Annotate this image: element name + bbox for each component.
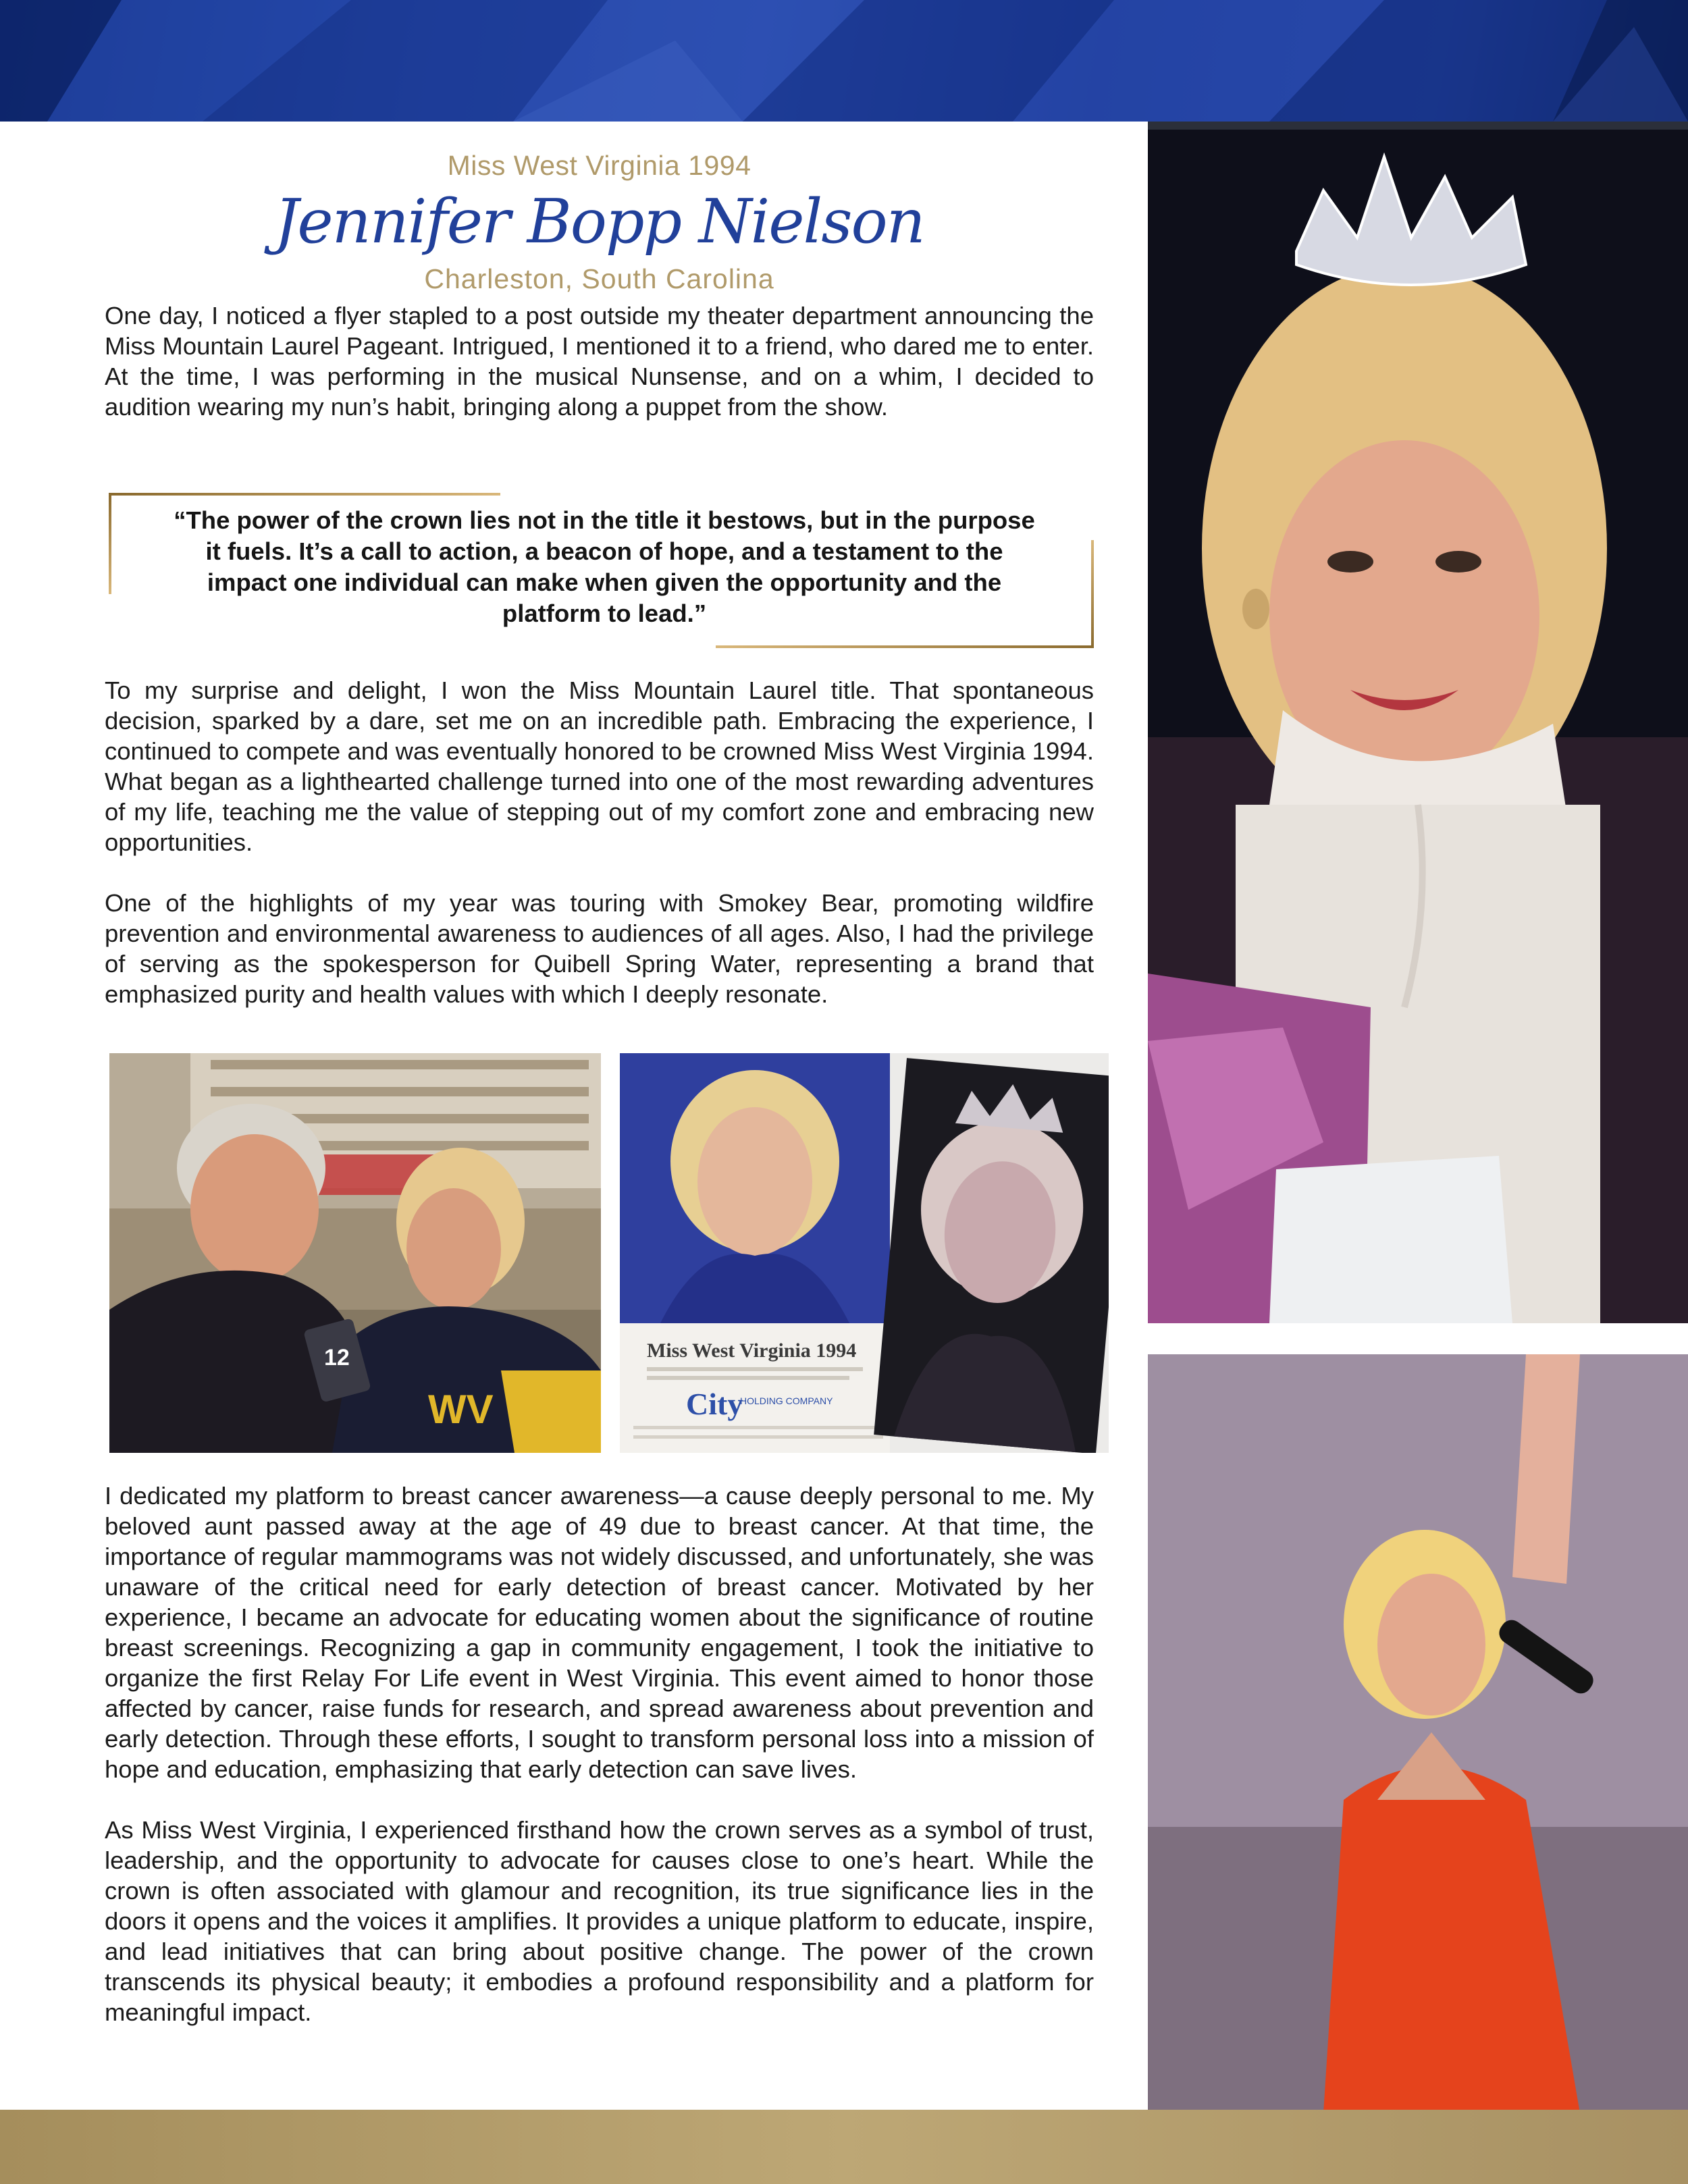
paragraph-crown: As Miss West Virginia, I experienced firsthand how the crown serves as a symbol of trust, leadership, and the opportunity to advocate for causes close to one’s heart. While the crown is often associated with glamour and recognition, its true significance lies in the doors it opens and the voices it amplifies. It provides a unique platform to educate, inspire, and lead initiatives that can bring about positive change. The power of the crown transcends its physical beauty; it embodies a profound responsibility and a platform for meaningful impact. [105, 1816, 1094, 2026]
sponsor-rest: HOLDING COMPANY [740, 1395, 833, 1406]
top-banner [0, 0, 1688, 122]
crowned-portrait-photo [1148, 130, 1688, 1323]
banner-dark-strip [1148, 122, 1688, 130]
title-kicker: Miss West Virginia 1994 [447, 150, 751, 181]
paragraph-platform: I dedicated my platform to breast cancer awareness—a cause deeply personal to me. My beloved aunt passed away at the age of 49 due to breast cancer. At that time, the importance of regular mammograms was not widely discussed, and unfortunately, she was unaware of the critical need for early detection of breast cancer. Motivated by her experience, I became an advocate for educating women about the significance of routine breast screenings. Recognizing a gap in community engagement, I took the initiative to organize the first Relay For Life event in West Virginia. This event aimed to honor those affected by cancer, raise funds for research, and spread awareness about prevention and early detection. Through these efforts, I sought to transform personal loss into a mission of hope and education, emphasizing that early detection can save lives. [105, 1482, 1094, 1783]
pull-quote-rule-right [1091, 540, 1094, 648]
pull-quote-rule-top [109, 493, 500, 496]
article-middle [105, 675, 1094, 1009]
person-location: Charleston, South Carolina [424, 263, 774, 294]
person-name: Jennifer Bopp Nielson [274, 186, 924, 257]
bottom-band [0, 2110, 1688, 2184]
pull-quote-text: “The power of the crown lies not in the title it bestows, but in the purpose it fuels. It’s a call to action, a beacon of hope, and a testament to the impact one individual can make when given the opportunity and the platform to lead.” [174, 506, 1035, 627]
pull-quote-rule-left [109, 493, 111, 594]
mic-number: 12 [324, 1345, 350, 1370]
paragraph-highlights: One of the highlights of my year was touring with Smokey Bear, promoting wildfire prevention and environmental awareness to audiences of all ages. Also, I had the privilege of serving as the spokesperson for Quibell Spring Water, representing a brand that emphasized purity and health values with which I deeply resonate. [105, 889, 1094, 1008]
pull-quote-rule-bottom [716, 645, 1094, 648]
paragraph-title-win: To my surprise and delight, I won the Miss Mountain Laurel title. That spontaneous decision, sparked by a dare, set me on an incredible path. Embracing the experience, I continued to compete and was eventually honored to be crowned Miss West Virginia 1994. What began as a lighthearted challenge turned into one of the most rewarding adventures of my life, teaching me the value of stepping out of my comfort zone and embracing new opportunities. [105, 676, 1094, 856]
performance-photo [1148, 1354, 1688, 2113]
interview-photo [109, 1053, 601, 1453]
poster-caption-title: Miss West Virginia 1994 [647, 1339, 857, 1362]
shirt-logo: WV [428, 1387, 494, 1432]
paragraph-intro: One day, I noticed a flyer stapled to a post outside my theater department announcing the Miss Mountain Laurel Pageant. Intrigued, I mentioned it to a friend, who dared me to enter. At the time, I was performing in the musical Nunsense, and on a whim, I decided to audition wearing my nun’s habit, bringing along a puppet from the show. [105, 302, 1094, 421]
article-column [105, 145, 1094, 422]
poster-photo [620, 1053, 1109, 1453]
article-bottom [105, 1481, 1094, 2027]
banner-facets [0, 0, 1688, 122]
sponsor-city: City [686, 1387, 743, 1421]
pull-quote [105, 493, 1094, 648]
